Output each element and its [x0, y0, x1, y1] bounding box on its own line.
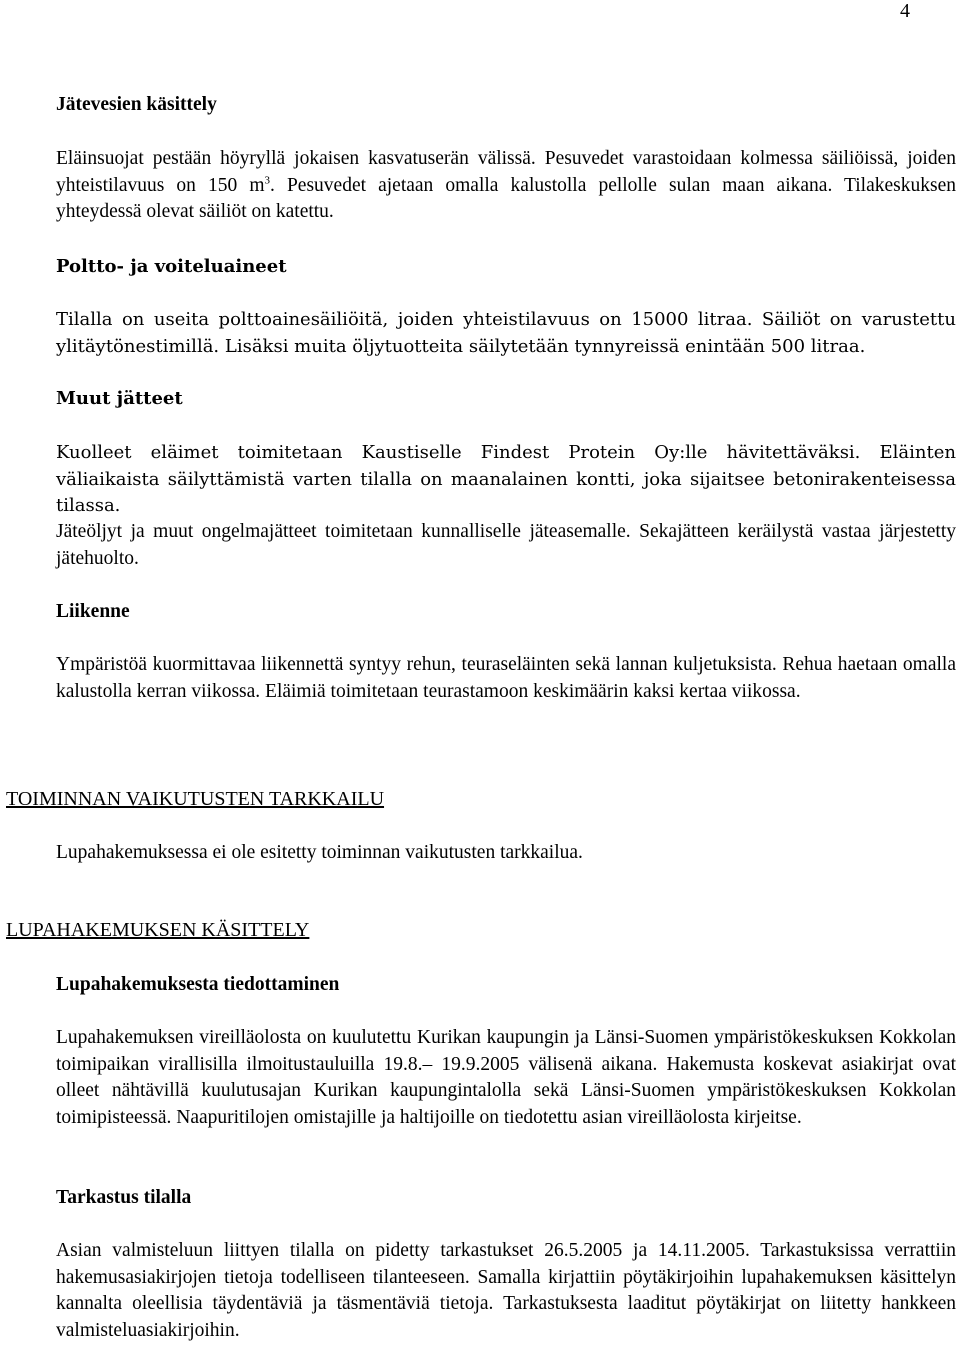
paragraph-muut-1: Kuolleet eläimet toimitetaan Kaustiselle Findest Protein Oy:lle hävitettäväksi. Eläinten väliaikaista säilyttämistä varten tilalla on maanalainen kontti, joka sijaitsee betonirakenteisessa tilassa.: [56, 442, 956, 516]
paragraph-jatevedet-part2: . Pesuvedet ajetaan omalla kalustolla pellolle sulan maan aikana. Tilakeskuksen yhteydessä olevat säiliöt on katettu.: [56, 174, 956, 222]
paragraph-tarkastus: Asian valmisteluun liittyen tilalla on pidetty tarkastukset 26.5.2005 ja 14.11.2005. Tarkastuksissa verrattiin hakemusasiakirjojen tietoja todelliseen tilanteeseen. Samalla kirjattiin pöytäkirjoihin lupahakemuksen käsittelyn kannalta oleellisia täydentäviä ja täsmentäviä tietoja. Tarkastuksesta laaditut pöytäkirjat on liitetty hankkeen valmisteluasiakirjoihin.: [56, 1240, 956, 1341]
heading-lupahakemuksesta-tiedottaminen: Lupahakemuksesta tiedottaminen: [56, 974, 340, 995]
superscript-cubic: 3: [264, 174, 270, 186]
heading-toiminnan-vaikutusten-tarkkailu: TOIMINNAN VAIKUTUSTEN TARKKAILU: [6, 788, 385, 810]
paragraph-jatevedet: [56, 146, 956, 226]
paragraph-tiedottaminen: Lupahakemuksen vireilläolosta on kuulutettu Kurikan kaupungin ja Länsi-Suomen ympäristökeskuksen Kokkolan toimipaikan virallisilla ilmoitustauluilla 19.8.– 19.9.2005 välisenä aikana. Hakemusta koskevat asiakirjat ovat olleet nähtävillä kuulutusajan Kurikan kaupungintalolla sekä Länsi-Suomen ympäristökeskuksen Kokkolan toimipisteessä. Naapuritilojen omistajille ja haltijoille on tiedotettu asian vireilläolosta kirjeitse.: [56, 1027, 956, 1128]
heading-liikenne: Liikenne: [56, 601, 130, 622]
heading-lupahakemuksen-kasittely: LUPAHAKEMUKSEN KÄSITTELY: [6, 919, 310, 941]
heading-poltto-ja-voiteluaineet: Poltto- ja voiteluaineet: [56, 256, 287, 277]
paragraph-jatevedet-part1: Eläinsuojat pestään höyryllä jokaisen kasvatuserän välissä. Pesuvedet varastoidaan kolmessa säiliöissä, joiden yhteistilavuus on 150 m: [56, 148, 956, 196]
paragraph-muut-2: Jäteöljyt ja muut ongelmajätteet toimitetaan kunnalliselle jäteasemalle. Sekajätteen keräilystä vastaa järjestetty jätehuolto.: [56, 521, 956, 569]
paragraph-poltto: Tilalla on useita polttoainesäiliöitä, joiden yhteistilavuus on 15000 litraa. Säiliöt on varustettu ylitäytönestimillä. Lisäksi muita öljytuotteita säilytetään tynnyreissä enintään 500 litraa.: [56, 309, 956, 357]
heading-jatevesien-kasittely: Jätevesien käsittely: [56, 94, 217, 115]
paragraph-tarkkailu: Lupahakemuksessa ei ole esitetty toiminnan vaikutusten tarkkailua.: [56, 842, 583, 863]
heading-muut-jatteet: Muut jätteet: [56, 388, 183, 409]
heading-tarkastus-tilalla: Tarkastus tilalla: [56, 1187, 192, 1208]
page-number: 4: [900, 0, 910, 22]
paragraph-liikenne: Ympäristöä kuormittavaa liikennettä syntyy rehun, teuraseläinten sekä lannan kuljetuksista. Rehua haetaan omalla kalustolla kerran viikossa. Eläimiä toimitetaan teurastamoon keskimäärin kaksi kertaa viikossa.: [56, 654, 956, 702]
